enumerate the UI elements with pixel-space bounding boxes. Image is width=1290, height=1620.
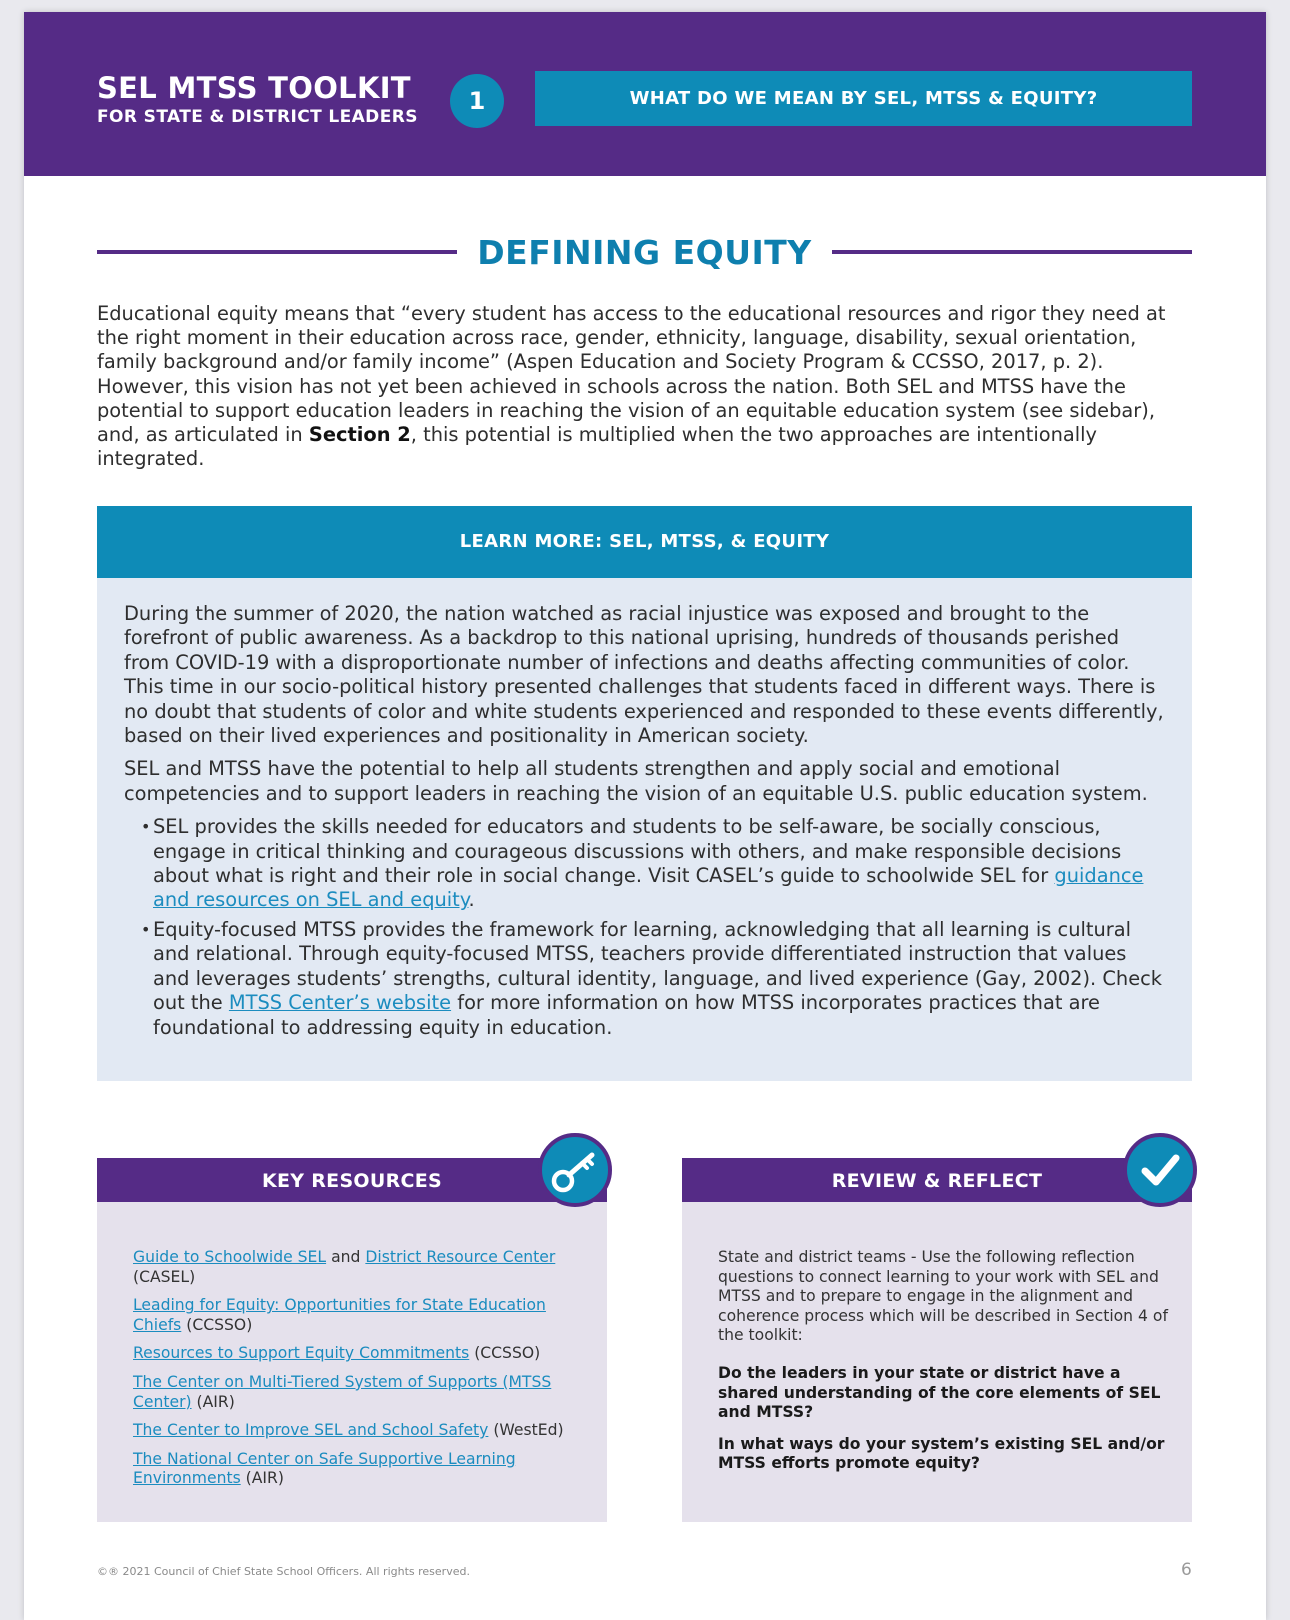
page-header	[24, 12, 1266, 176]
resource-link[interactable]: Guide to Schoolwide SEL	[133, 1248, 327, 1266]
toolkit-title-block	[97, 72, 418, 127]
reflection-question: Do the leaders in your state or district have a shared understanding of the core elements of SEL and MTSS?	[718, 1363, 1161, 1422]
heading-rule-left	[97, 250, 457, 254]
learn-more-paragraph: During the summer of 2020, the nation watched as racial injustice was exposed and brought to the forefront of public awareness. As a backdrop to this national uprising, hundreds of thousands perished from COVID-19 with a disproportionate number of infections and deaths affecting communities of color. This time in our socio-political history presented challenges that students faced in different ways. There is no doubt that students of color and white students experienced and responded to these events differently, based on their lived experiences and positionality in American society.	[124, 602, 1164, 748]
intro-text: Educational equity means that “every student has access to the educational resources and rigor they need at the right moment in their education across race, gender, ethnicity, language, disability, sexual orientation, family background and/or family income” (Aspen Education and Society Program & CCSSO, 2017, p. 2). However, this vision has not yet been achieved in schools across the nation. Both SEL and MTSS have the potential to support education leaders in reaching the vision of an equitable education system (see sidebar), and, as articulated in	[97, 302, 1166, 447]
section-title-banner: WHAT DO WE MEAN BY SEL, MTSS & EQUITY?	[535, 71, 1192, 126]
key-resources-title: KEY RESOURCES	[97, 1158, 607, 1202]
resource-link[interactable]: Leading for Equity: Opportunities for State Education Chiefs	[133, 1296, 546, 1334]
resource-item	[133, 1450, 583, 1489]
page-heading	[97, 230, 1192, 274]
resource-link[interactable]: Resources to Support Equity Commitments	[133, 1344, 470, 1363]
resource-source: (CCSSO)	[469, 1344, 541, 1363]
intro-paragraph	[97, 302, 1192, 471]
resource-item	[133, 1344, 583, 1364]
resource-item	[133, 1421, 583, 1441]
document-page	[24, 12, 1266, 1620]
resource-source: (WestEd)	[488, 1421, 564, 1440]
review-reflect-card	[682, 1158, 1192, 1522]
review-reflect-title: REVIEW & REFLECT	[682, 1158, 1192, 1202]
page-number: 6	[1181, 1560, 1192, 1580]
toolkit-title: SEL MTSS TOOLKIT	[97, 71, 411, 105]
mtss-center-link[interactable]: MTSS Center’s website	[228, 991, 452, 1015]
resource-source: (CASEL)	[133, 1267, 196, 1286]
intro-bold-section: Section 2	[308, 423, 411, 447]
resource-link[interactable]: District Resource Center	[365, 1248, 556, 1266]
bullet-text-end: .	[468, 888, 475, 912]
reflection-content	[718, 1248, 1168, 1474]
resource-list	[133, 1248, 583, 1498]
resource-link[interactable]: The Center to Improve SEL and School Safety	[133, 1421, 489, 1440]
bullet-text: Equity-focused MTSS provides the framework for learning, acknowledging that all learning is cultural and relational. Through equity-focused MTSS, teachers provide differentiated instruction that values and leverages students’ strengths, cultural identity, language, and lived experience (Gay, 2002). Check out the	[153, 917, 1163, 1015]
learn-more-bullet	[124, 918, 1166, 1040]
reflection-question: In what ways do your system’s existing SEL and/or MTSS efforts promote equity?	[718, 1434, 1165, 1473]
resource-source: (AIR)	[240, 1469, 284, 1488]
resource-text: and	[326, 1248, 366, 1266]
toolkit-subtitle: FOR STATE & DISTRICT LEADERS	[97, 107, 418, 127]
resource-item	[133, 1248, 583, 1287]
resource-item	[133, 1373, 583, 1412]
section-number-badge: 1	[450, 74, 504, 128]
resource-link[interactable]: The Center on Multi-Tiered System of Supports (MTSS Center)	[133, 1372, 552, 1411]
resource-source: (CCSSO)	[181, 1315, 253, 1334]
resource-item	[133, 1296, 583, 1335]
sel-equity-link[interactable]: guidance and resources on SEL and equity	[153, 864, 1144, 912]
heading-rule-right	[832, 250, 1192, 254]
checkmark-icon	[1123, 1133, 1197, 1207]
learn-more-paragraph: SEL and MTSS have the potential to help all students strengthen and apply social and emotional competencies and to support leaders in reaching the vision of an equitable U.S. public education system.	[124, 757, 1148, 805]
copyright-notice: ©® 2021 Council of Chief State School Officers. All rights reserved.	[97, 1565, 470, 1578]
resource-source: (AIR)	[191, 1392, 235, 1411]
bullet-text-end: for more information on how MTSS incorporates practices that are foundational to addressing equity in education.	[153, 991, 1100, 1039]
key-icon	[538, 1133, 612, 1207]
reflection-intro: State and district teams - Use the following reflection questions to connect learning to your work with SEL and MTSS and to prepare to engage in the alignment and coherence process which will be described in Section 4 of the toolkit:	[718, 1248, 1168, 1345]
page-title: DEFINING EQUITY	[477, 232, 812, 272]
key-resources-card	[97, 1158, 607, 1522]
learn-more-header: LEARN MORE: SEL, MTSS, & EQUITY	[97, 506, 1192, 578]
intro-text-end: , this potential is multiplied when the two approaches are intentionally integrated.	[97, 423, 1098, 471]
resource-link[interactable]: The National Center on Safe Supportive Learning Environments	[133, 1449, 516, 1488]
bullet-text: SEL provides the skills needed for educators and students to be self-aware, be socially conscious, engage in critical thinking and courageous discussions with others, and make responsible decisions about what is right and their role in social change. Visit CASEL’s guide to schoolwide SEL for	[153, 815, 1122, 888]
learn-more-panel	[97, 578, 1192, 1081]
learn-more-bullet	[124, 815, 1166, 913]
